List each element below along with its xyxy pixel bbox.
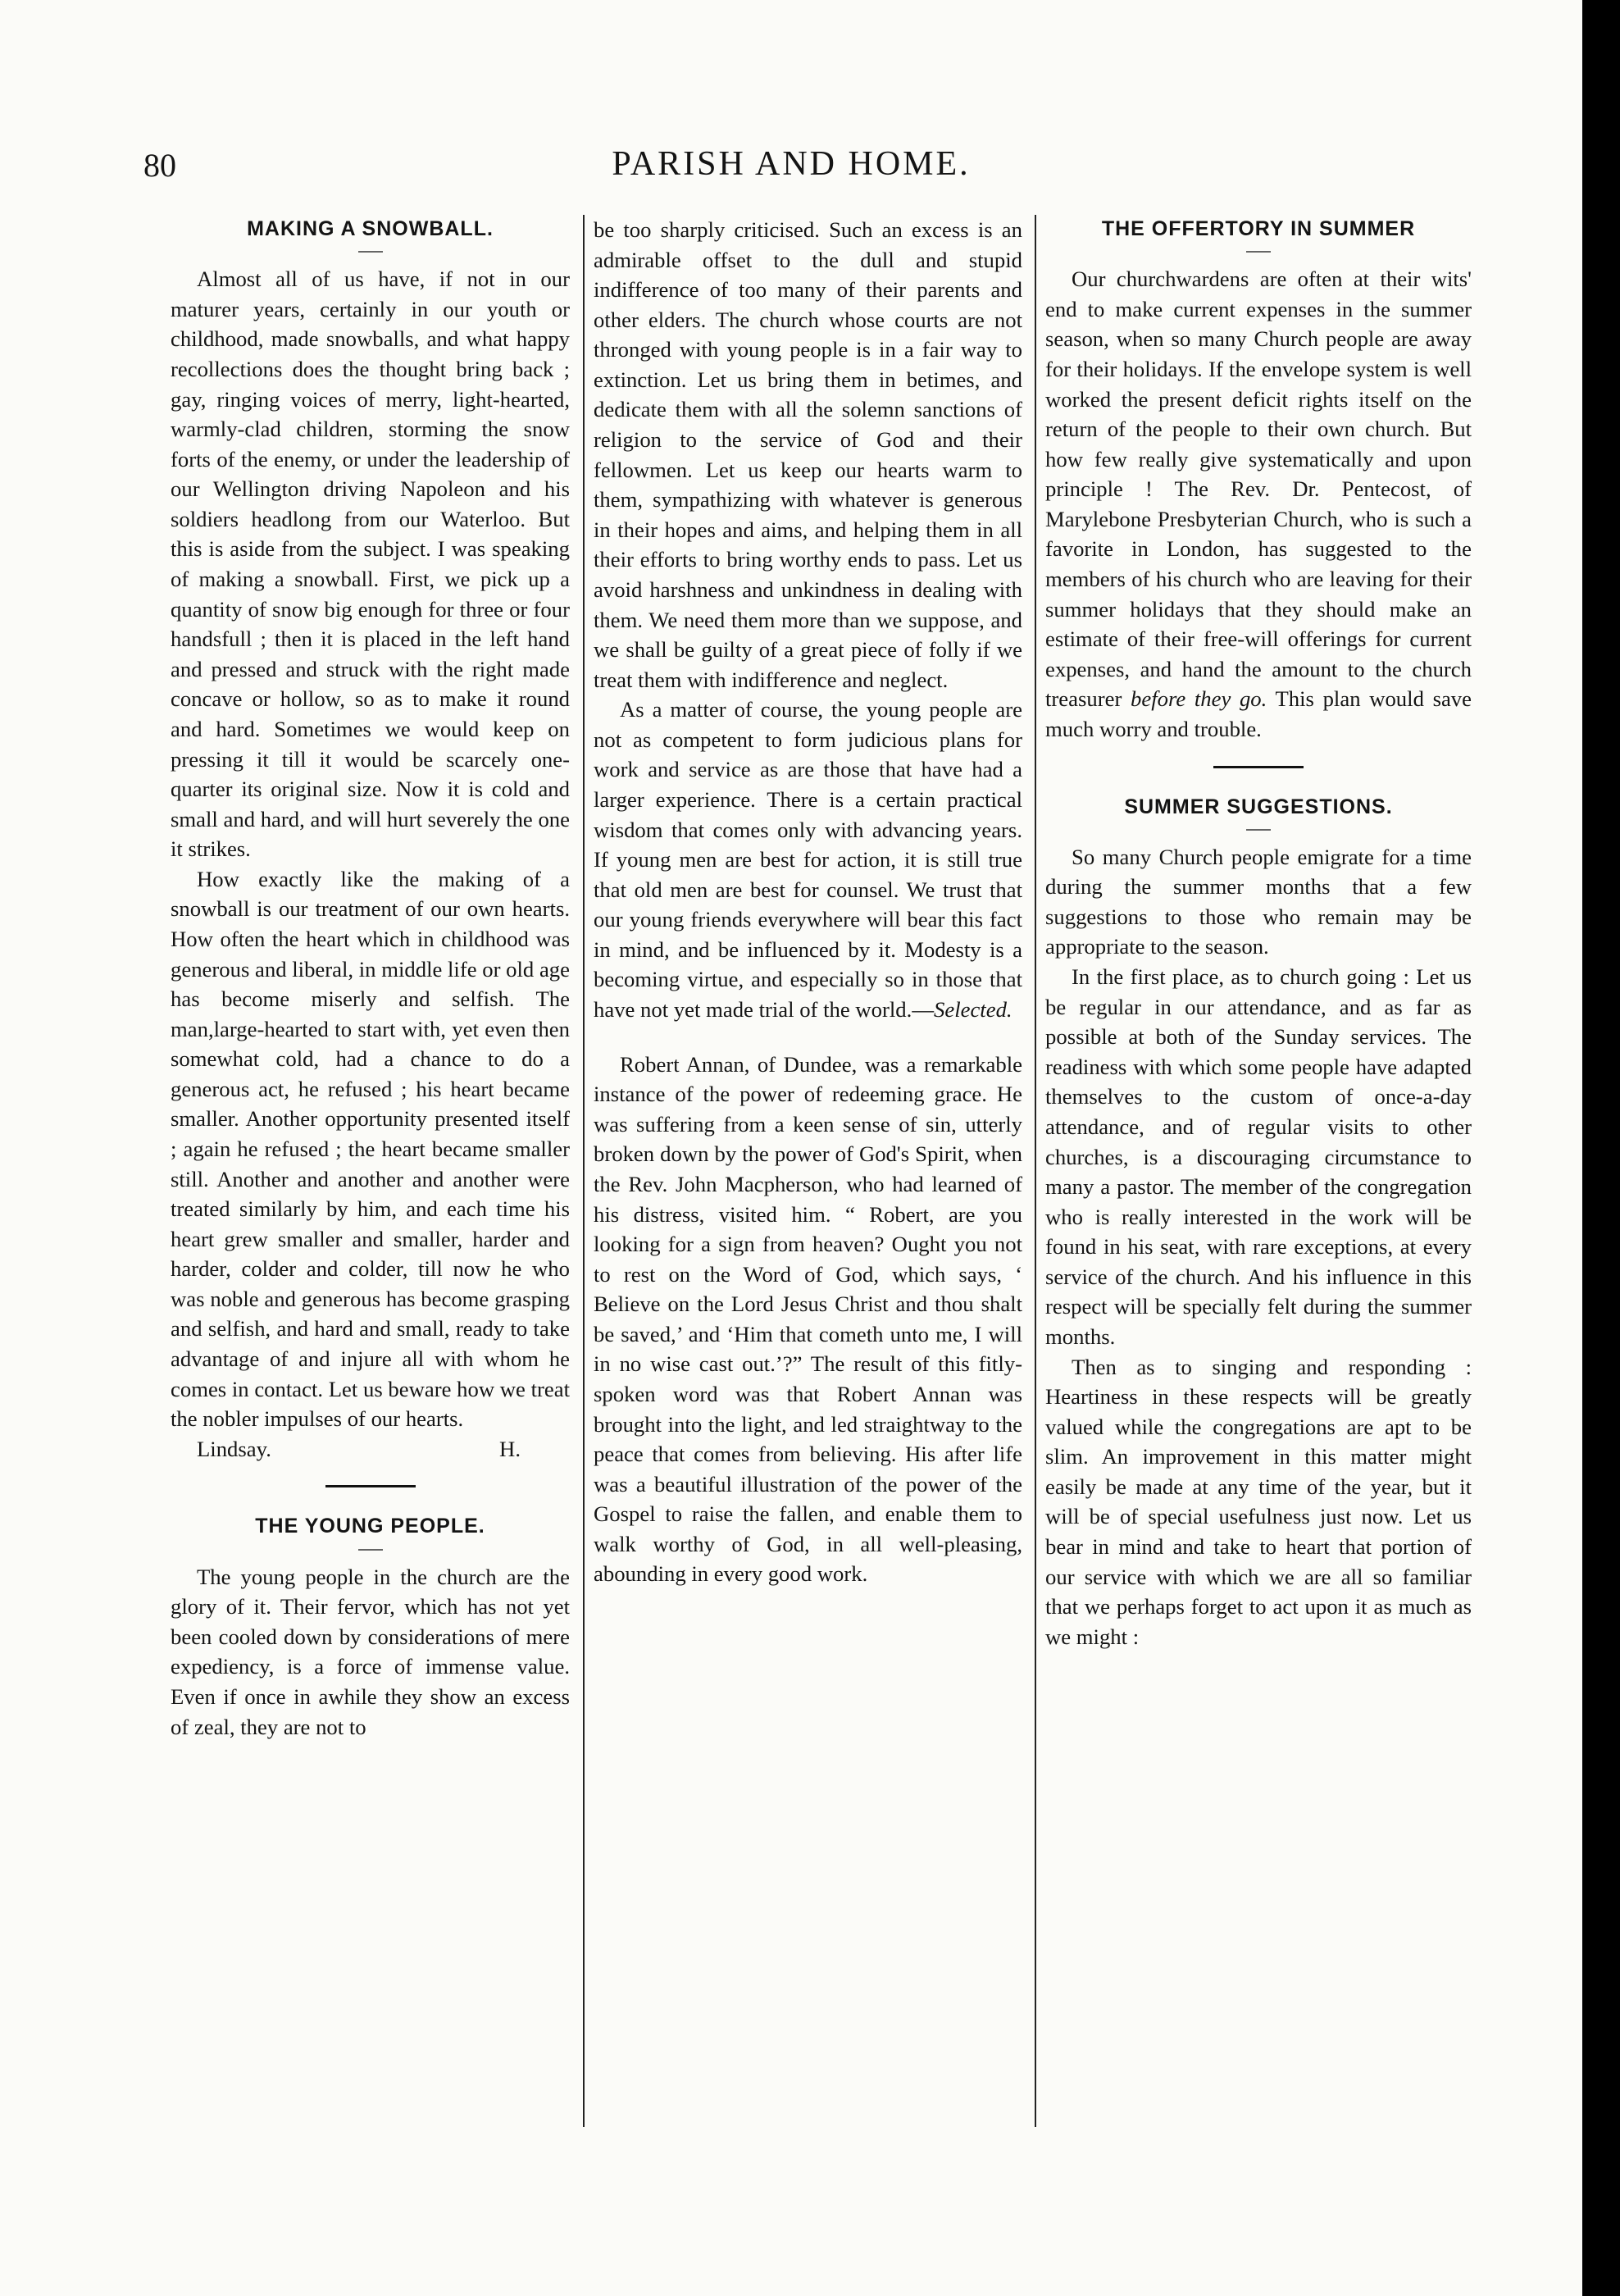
page-number: 80 <box>143 147 176 184</box>
article-heading-snowball: MAKING A SNOWBALL. <box>247 217 494 240</box>
section-separator <box>325 1485 416 1487</box>
article-heading-offertory: THE OFFERTORY IN SUMMER <box>1101 217 1416 240</box>
paragraph-text: This plan would save much worry and trouble. <box>1045 686 1472 741</box>
scan-edge <box>1582 0 1620 2296</box>
heading-dash <box>358 1549 383 1551</box>
article-heading-young-people: THE YOUNG PEOPLE. <box>255 1515 485 1538</box>
signoff-place: Lindsay. <box>197 1436 271 1461</box>
paragraph: The young people in the church are the glory of it. Their fervor, which has not yet been cooled down by considerations of mere expediency, is a force of immense value. Even if once in awhile they show an excess of zeal, they are not to <box>171 1564 570 1739</box>
paragraph: Almost all of us have, if not in our maturer years, certainly in our youth or childhood, made snowballs, and what happy recollections does the thought bring back ; gay, ringing voices of merry, light-hearted, warmly-clad children, storming the snow forts of the enemy, or under the leadership of our Wellington driving Napoleon and his soldiers headlong from our Waterloo. But this is aside from the subject. I was speaking of making a snowball. First, we pick up a quantity of snow big enough for three or four handsfull ; then it is placed in the left hand and pressed and struck with the right made concave or hollow, so as to make it round and hard. Sometimes we would keep on pressing it till it would be scarcely one-quarter its original size. Now it is cold and small and hard, and will hurt severely the one it strikes. <box>171 266 570 862</box>
heading-dash <box>1246 251 1271 253</box>
paragraph: Then as to singing and responding : Heartiness in these respects will be greatly valued while the congregations are apt to be slim. An improvement in this matter might easily be made at any time of the year, but it will be of special usefulness just now. Let us bear in mind and take to heart that portion of our service with which we are all so familiar that we perhaps forget to act upon it as much as we might : <box>1045 1354 1472 1649</box>
paragraph <box>1045 264 1472 744</box>
paragraph: Robert Annan, of Dundee, was a remarkable instance of the power of redeeming grace. He was suffering from a keen sense of sin, utterly broken down by the power of God's Spirit, when the Rev. John Macpherson, who had learned of his distress, visited him. “ Robert, are you looking for a sign from heaven? Ought you not to rest on the Word of God, which says, ‘ Believe on the Lord Jesus Christ and thou shalt be saved,’ and ‘Him that cometh unto me, I will in no wise cast out.’?” The result of this fitly-spoken word was that Robert Annan was brought into the light, and led straightway to the peace that comes from believing. His after life was a beautiful illustration of the power of the Gospel to raise the fallen, and enable them to walk worthy of God, in all well-pleasing, abounding in every good work. <box>594 1051 1022 1587</box>
article-heading-summer-suggestions: SUMMER SUGGESTIONS. <box>1124 795 1393 818</box>
column-3 <box>1045 215 1472 1651</box>
paragraph: How exactly like the making of a snowball is our treatment of our own hearts. How often the heart which in childhood was generous and liberal, in middle life or old age has become miserly and selfish. The man,large-hearted to start with, yet even then somewhat cold, had a chance to do a generous act, he refused ; his heart became smaller. Another opportunity presented itself ; again he refused ; the heart became smaller still. Another and another and another were treated similarly by him, and each time his heart grew smaller and smaller, harder and harder, colder and colder, till now he who was noble and generous has become grasping and selfish, and hard and small, ready to take advantage of and injure all with whom he comes in contact. Let us beware how we treat the nobler impulses of our hearts. <box>171 866 570 1432</box>
paragraph: be too sharply criticised. Such an excess is an admirable offset to the dull and stupid indifference of too many of their parents and other elders. The church whose courts are not thronged with young people is in a fair way to extinction. Let us bring them in betimes, and dedicate them with all the solemn sanctions of religion to the service of God and their fellowmen. Let us keep our hearts warm to them, sympathizing with whatever is generous in their hopes and aims, and helping them in all their efforts to bring worthy ends to pass. Let us avoid harshness and unkindness in dealing with them. We need them more than we suppose, and we shall be guilty of a great piece of folly if we treat them with indifference and neglect. <box>594 217 1022 692</box>
heading-dash <box>1246 829 1271 831</box>
column-1 <box>171 215 570 1742</box>
heading-dash <box>358 251 383 253</box>
spacer <box>594 1025 1022 1050</box>
paragraph: So many Church people emigrate for a time during the summer months that a few suggestions to those who remain may be appropriate to the season. <box>1045 844 1472 959</box>
paragraph <box>594 695 1022 1024</box>
column-2 <box>594 215 1022 1589</box>
section-separator <box>1213 766 1304 768</box>
article-signoff <box>171 1434 570 1465</box>
source-credit: Selected. <box>934 997 1012 1023</box>
signoff-initial: H. <box>499 1436 521 1461</box>
page-title: PARISH AND HOME. <box>612 145 971 183</box>
paragraph-text: Our churchwardens are often at their wits' end to make current expenses in the summer season, when so many Church people are away for their holidays. If the envelope system is well worked the present deficit rights itself on the return of the people to their own church. But how few really give systematically and upon principle ! The Rev. Dr. Pentecost, of Marylebone Presbyterian Church, who is such a favorite in London, has suggested to the members of his church who are leaving for their summer holidays that they should make an estimate of their free-will offerings for current expenses, and hand the amount to the church treasurer <box>1045 266 1472 712</box>
column-rule-right <box>1035 215 1036 2127</box>
column-rule-left <box>583 215 585 2127</box>
paragraph-text: As a matter of course, the young people are not as competent to form judicious plans for work and service as are those that have had a larger experience. There is a certain practical wisdom that comes only with advancing years. If young men are best for action, it is still true that old men are best for counsel. We trust that our young friends everywhere will bear this fact in mind, and be influenced by it. Modesty is a becoming virtue, and especially so in those that have not yet made trial of the world.— <box>594 697 1022 1023</box>
emphasis-text: before they go. <box>1131 686 1267 712</box>
paragraph: In the first place, as to church going : Let us be regular in our attendance, and as far as possible at both of the Sunday services. The readiness with which some people have adapted themselves to the custom of once-a-day attendance, and of regular visits to other churches, is a discouraging circumstance to many a pastor. The member of the congregation who is really interested in the work will be found in his seat, with rare exceptions, at every service of the church. And his influence in this respect will be specially felt during the summer months. <box>1045 964 1472 1349</box>
